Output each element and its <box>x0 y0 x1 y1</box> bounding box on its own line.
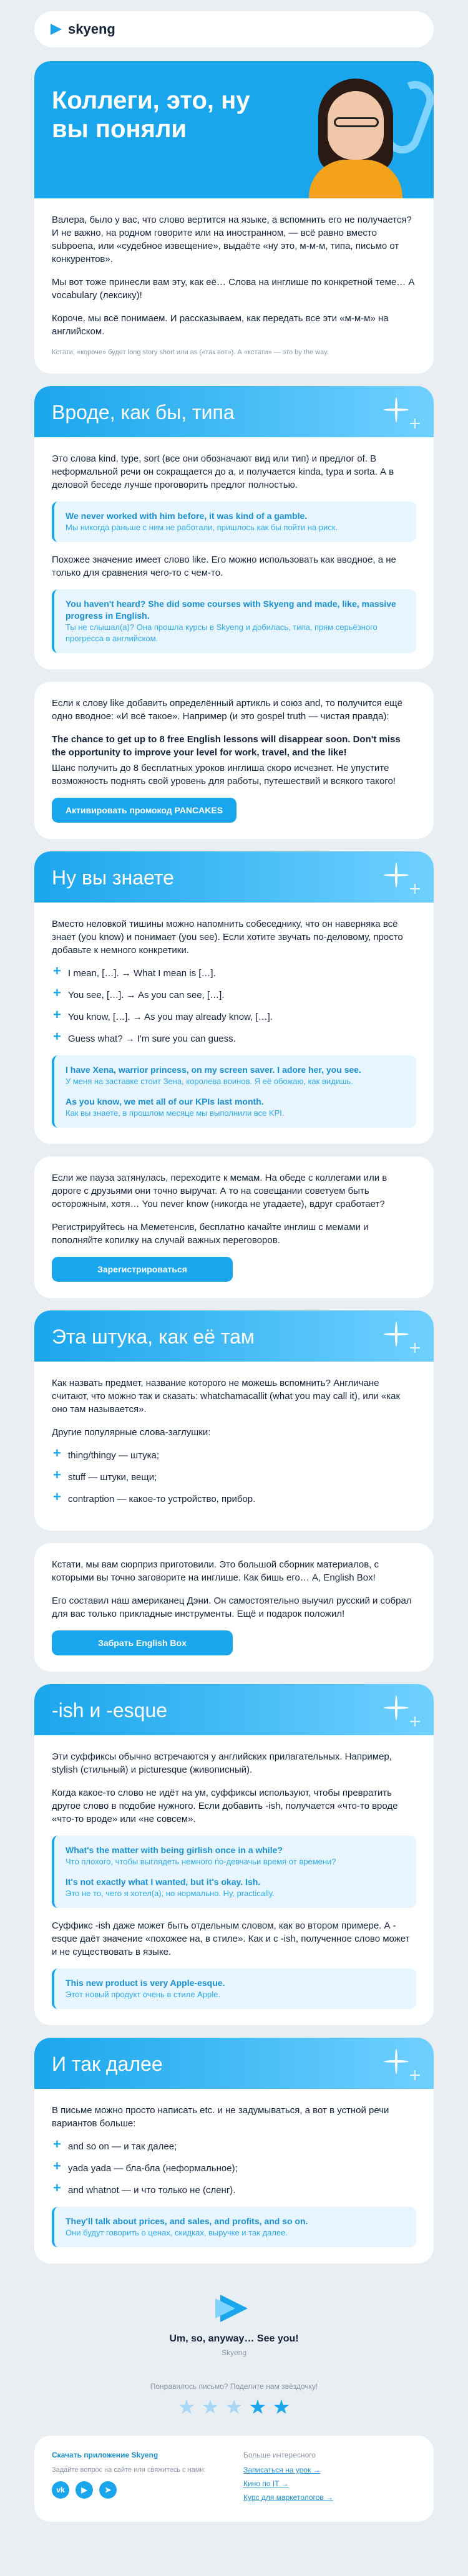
list-item: + contraption — какое-то устройство, прибор. <box>52 1493 416 1506</box>
example-quote <box>52 589 416 653</box>
section-title: -ish и -esque <box>52 1699 168 1721</box>
quote-translation: Этот новый продукт очень в стиле Apple. <box>66 1990 220 1999</box>
paragraph: Его составил наш американец Дэни. Он самостоятельно выучил русский и собрал для вас только прикладные инструменты. Ещё и подарок положил! <box>52 1595 412 1619</box>
quote-translation: Что плохого, чтобы выглядеть немного по-девчачьи время от времени? <box>66 1857 336 1866</box>
paragraph: В письме можно просто написать etc. и не задумываться, а вот в устной речи вариантов больше: <box>52 2105 389 2129</box>
activate-promo-button[interactable]: Активировать промокод PANCAKES <box>52 798 236 823</box>
quote-translation: Как вы знаете, в прошлом месяце мы выполнили все KPI. <box>66 1108 285 1118</box>
sparkle-icon <box>384 1322 409 1347</box>
footer-link[interactable]: Записаться на урок → <box>243 2466 321 2474</box>
sign-off <box>34 2276 434 2370</box>
paragraph: Это слова kind, type, sort (все они обозначают вид или тип) и предлог of. В неформальной речи он сокращается до a, и получается kinda, typa и sorta. А в деловой беседе лучше проговорить предлог полностью. <box>52 453 394 490</box>
sparkle-icon <box>384 397 409 422</box>
promo-strong: The chance to get up to 8 free English lessons will disappear soon. Don't miss the opportunity to improve your level for work, travel, and the like! <box>52 734 401 758</box>
hero-paragraph: Короче, мы всё понимаем. И рассказываем, как передать все эти «м-м-м» на английском. <box>52 313 389 337</box>
rating-stars <box>34 2397 434 2417</box>
telegram-icon[interactable]: ➤ <box>99 2481 117 2499</box>
brand-name: skyeng <box>68 21 115 37</box>
quote-english: What's the matter with being girlish once in a while? <box>66 1845 283 1855</box>
section-header <box>34 851 434 903</box>
quote-translation: У меня на заставке стоит Зена, королева воинов. Я её обожаю, как видишь. <box>66 1077 353 1086</box>
example-quote <box>52 501 416 542</box>
quote-english: I have Xena, warrior princess, on my screen saver. I adore her, you see. <box>66 1065 361 1075</box>
sparkle-icon <box>384 1695 409 1720</box>
star-icon[interactable]: ★ <box>272 2396 291 2418</box>
section-header <box>34 2038 434 2089</box>
quote-english: It's not exactly what I wanted, but it's okay. Ish. <box>66 1877 261 1887</box>
section-card <box>34 851 434 1144</box>
section-title: Ну вы знаете <box>52 866 174 889</box>
quote-translation: Ты не слышал(а)? Она прошла курсы в Skyeng и добилась, типа, прям серьёзного прогресса в английском. <box>66 622 378 643</box>
section-title: Вроде, как бы, типа <box>52 401 235 424</box>
quote-translation: Мы никогда раньше с ним не работали, пришлось как бы пойти на риск. <box>66 523 338 532</box>
list-item: + You see, […]. → As you can see, […]. <box>52 989 416 1002</box>
paragraph: Регистрируйтесь на Меметенсив, бесплатно качайте инглиш с мемами и пополняйте копилку на случай важных переговоров. <box>52 1222 369 1246</box>
youtube-icon[interactable]: ▶ <box>76 2481 93 2499</box>
paragraph: Кстати, мы вам сюрприз приготовили. Это большой сборник материалов, с которыми вы точно заговорите на инглише. Как бишь его… A, English Box! <box>52 1559 379 1583</box>
register-card <box>34 1156 434 1298</box>
section-card <box>34 1310 434 1531</box>
list-item: + yada yada — бла-бла (неформальное); <box>52 2162 416 2175</box>
sparkle-icon <box>410 1717 420 1726</box>
section-card <box>34 1684 434 2025</box>
sign-off-text: Um, so, anyway… See you! <box>169 2333 299 2344</box>
paragraph: Похожее значение имеет слово like. Его можно использовать как вводное, а не только для сравнения чего-то с чем-то. <box>52 554 396 578</box>
sparkle-icon <box>384 863 409 888</box>
quote-english: You haven't heard? She did some courses with Skyeng and made, like, massive progress in English. <box>66 599 396 621</box>
footer-more-heading: Больше интересного <box>243 2451 316 2459</box>
paragraph: Вместо неловкой тишины можно напомнить собеседнику, что он наверняка всё знает (you know) и понимает (you see). Если хотите звучать по-деловому, просто добавьте к немного конкретики. <box>52 919 403 956</box>
section-header <box>34 1684 434 1735</box>
star-icon[interactable]: ★ <box>225 2396 243 2418</box>
section-header <box>34 1310 434 1362</box>
example-quote <box>52 1836 416 1908</box>
list-item: + thing/thingy — штука; <box>52 1449 416 1462</box>
example-quote <box>52 1968 416 2009</box>
sparkle-icon <box>410 2070 420 2080</box>
logo-bar <box>34 11 434 47</box>
paragraph: Когда какое-то слово не идёт на ум, суффиксы используют, чтобы превратить другое слово в подобие нужного. Если добавить -ish, получается «что-то вроде «что-то вроде» или «не совсем». <box>52 1788 398 1824</box>
section-title: И так далее <box>52 2053 163 2075</box>
list-item: + I mean, […]. → What I mean is […]. <box>52 967 416 980</box>
footer-link[interactable]: Кино по IT → <box>243 2479 289 2488</box>
rating-prompt: Понравилось письмо? Поделите нам звёздочку! <box>150 2382 318 2391</box>
paragraph: Эти суффиксы обычно встречаются у английских прилагательных. Например, stylish (стильный) и picturesque (живописный). <box>52 1751 392 1775</box>
quote-english: They'll talk about prices, and sales, and profits, and so on. <box>66 2216 308 2226</box>
section-card <box>34 2038 434 2264</box>
list-item: + You know, […]. → As you may already know, […]. <box>52 1010 416 1024</box>
footer <box>34 2436 434 2522</box>
footer-link[interactable]: Курс для маркетологов → <box>243 2493 334 2502</box>
paragraph: Как назвать предмет, название которого не можешь вспомнить? Англичане считают, что можно так и сказать: whatchamacallit (what you may call it), или «как оно там называется». <box>52 1378 401 1415</box>
quote-english: As you know, we met all of our KPIs last month. <box>66 1097 264 1106</box>
quote-english: We never worked with him before, it was kind of a gamble. <box>66 511 308 521</box>
hero-paragraph: Валера, было у вас, что слово вертится на языке, а вспомнить его не получается? И не важно, на родном говорите или на иностранном, — всё равно вместо subpoena, или «судебное извещение», выдаёте «ну это, м-м-м, типа, письмо от конкурентов». <box>52 215 412 264</box>
download-app-link[interactable]: Скачать приложение Skyeng <box>52 2451 158 2459</box>
get-english-box-button[interactable]: Забрать English Box <box>52 1630 233 1655</box>
rating-block <box>34 2370 434 2436</box>
list-item: + and so on — и так далее; <box>52 2140 416 2153</box>
section-title: Эта штука, как её там <box>52 1325 255 1348</box>
paragraph: Суффикс -ish даже может быть отдельным словом, как во втором примере. А -esque даёт значение «похожее на, в стиле». Как и с -ish, полученное слово может и не существовать в языке. <box>52 1920 410 1957</box>
sparkle-icon <box>384 2049 409 2074</box>
paragraph: Другие популярные слова-заглушки: <box>52 1427 211 1438</box>
paragraph: Если к слову like добавить определённый артикль и союз and, то получится ещё одно вводное: «И всё такое». Например (и это gospel truth — чистая правда): <box>52 698 402 722</box>
hero-paragraph: Мы вот тоже принесли вам эту, как её… Слова на инглише по конкретной теме… A vocabulary (лексику)! <box>52 277 414 301</box>
paragraph: Шанс получить до 8 бесплатных уроков инглиша скоро исчезнет. Не упустите возможность поднять свой уровень для работы, путешествий и всякого такого! <box>52 763 396 787</box>
list-item: + and whatnot — и что только не (сленг). <box>52 2184 416 2197</box>
section-card <box>34 386 434 669</box>
quote-translation: Это не то, чего я хотел(а), но нормально. Ну, practically. <box>66 1889 275 1898</box>
quote-translation: Они будут говорить о ценах, скидках, выручке и так далее. <box>66 2228 288 2237</box>
footer-question: Задайте вопрос на сайте или свяжитесь с нами: <box>52 2466 206 2474</box>
hero-banner <box>34 61 434 198</box>
phrase-list <box>52 1449 416 1506</box>
star-icon[interactable]: ★ <box>177 2396 196 2418</box>
hero-note: Кстати, «короче» будет long story short или as («так вот»). А «кстати» — это by the way. <box>52 349 329 356</box>
vk-icon[interactable]: vk <box>52 2481 69 2499</box>
sparkle-icon <box>410 1343 420 1353</box>
star-icon[interactable]: ★ <box>248 2396 267 2418</box>
skyeng-play-icon <box>215 2295 253 2322</box>
list-item: + Guess what? → I'm sure you can guess. <box>52 1032 416 1045</box>
example-quote <box>52 1055 416 1128</box>
hero-title: Коллеги, это, ну вы поняли <box>52 87 250 143</box>
paragraph: Если же пауза затянулась, переходите к мемам. На обеде с коллегами или в дороге с друзьями они точно выручат. А то на совещании советуем быть осторожным, хотя… You never know (никогда не угадаете), вдруг сработает? <box>52 1173 388 1209</box>
hero-illustration <box>303 72 409 198</box>
register-button[interactable]: Зарегистрироваться <box>52 1257 233 1282</box>
phrase-list <box>52 2140 416 2197</box>
sparkle-icon <box>410 884 420 894</box>
promo-card <box>34 682 434 839</box>
phrase-list <box>52 967 416 1045</box>
sparkle-icon <box>410 419 420 429</box>
skyeng-logo-icon <box>51 24 63 35</box>
section-header <box>34 386 434 437</box>
hero-card <box>34 61 434 374</box>
star-icon[interactable]: ★ <box>201 2396 220 2418</box>
example-quote <box>52 2207 416 2247</box>
sign-off-brand: Skyeng <box>221 2348 247 2357</box>
list-item: + stuff — штуки, вещи; <box>52 1471 416 1484</box>
social-links <box>52 2481 225 2499</box>
english-box-card <box>34 1543 434 1672</box>
quote-english: This new product is very Apple-esque. <box>66 1978 225 1988</box>
